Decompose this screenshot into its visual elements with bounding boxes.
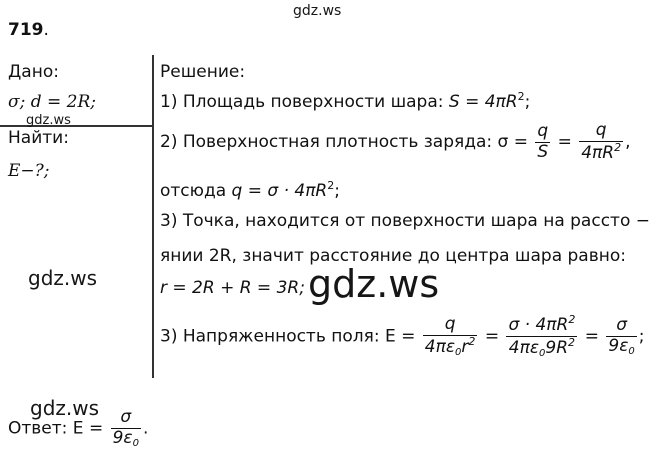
watermark-top: gdz.ws — [293, 3, 342, 19]
watermark-center: gdz.ws — [308, 262, 440, 306]
vertical-divider — [152, 55, 154, 378]
fraction-field-2: $\frac{\sigma \cdot 4\pi R^2}{4\pi\varepsilon_09R^2}$ — [508, 313, 576, 359]
step-3b: янии 2R, значит расстояние до центра шара равно: — [160, 246, 626, 266]
problem-number: 719. — [8, 20, 49, 40]
watermark-left-mid: gdz.ws — [28, 266, 98, 290]
step-4: 3) Напряженность поля: E = $\frac{q}{4\pi\varepsilon_0r^2}$ = $\frac{\sigma \cdot 4\pi R^2}{4\pi\varepsilon_09R^2}$ = $\frac{\sigma}{9\varepsilon_0}$ ; — [160, 313, 645, 359]
fraction-field-3: $\frac{\sigma}{9\varepsilon_0}$ — [608, 315, 635, 357]
step-1: 1) Площадь поверхности шара: $S = 4\pi R^2$; — [160, 90, 531, 112]
given-find-divider — [0, 125, 152, 127]
fraction-field-1: $\frac{q}{4\pi\varepsilon_0r^2}$ — [424, 314, 476, 358]
answer: Ответ: E = $\frac{\sigma}{9\varepsilon_0}$ . — [8, 407, 149, 449]
step-3c: r = 2R + R = 3R; — [160, 278, 305, 298]
given-label: Дано: — [8, 62, 59, 82]
step-3a: 3) Точка, находится от поверхности шара на рассто − — [160, 211, 650, 231]
step-2b: отсюда $q = \sigma \cdot 4\pi R^2$; — [160, 179, 340, 201]
fraction-q-over-4piR2: $\frac{q}{4\pi R^2}$ — [581, 120, 622, 163]
answer-fraction: $\frac{\sigma}{9\varepsilon_0}$ — [112, 407, 139, 449]
fraction-q-over-s: $\frac{q}{S}$ — [537, 121, 549, 162]
find-label: Найти: — [8, 128, 69, 148]
step-2: 2) Поверхностная плотность заряда: σ = $\frac{q}{S}$ = $\frac{q}{4\pi R^2}$ , — [160, 120, 631, 163]
given-values: σ; d = 2R; — [8, 92, 97, 112]
find-value: E−?; — [8, 161, 50, 181]
solution-header: Решение: — [160, 62, 246, 82]
watermark-left-bottom: gdz.ws — [30, 396, 100, 420]
watermark-small: gdz.ws — [26, 113, 71, 128]
